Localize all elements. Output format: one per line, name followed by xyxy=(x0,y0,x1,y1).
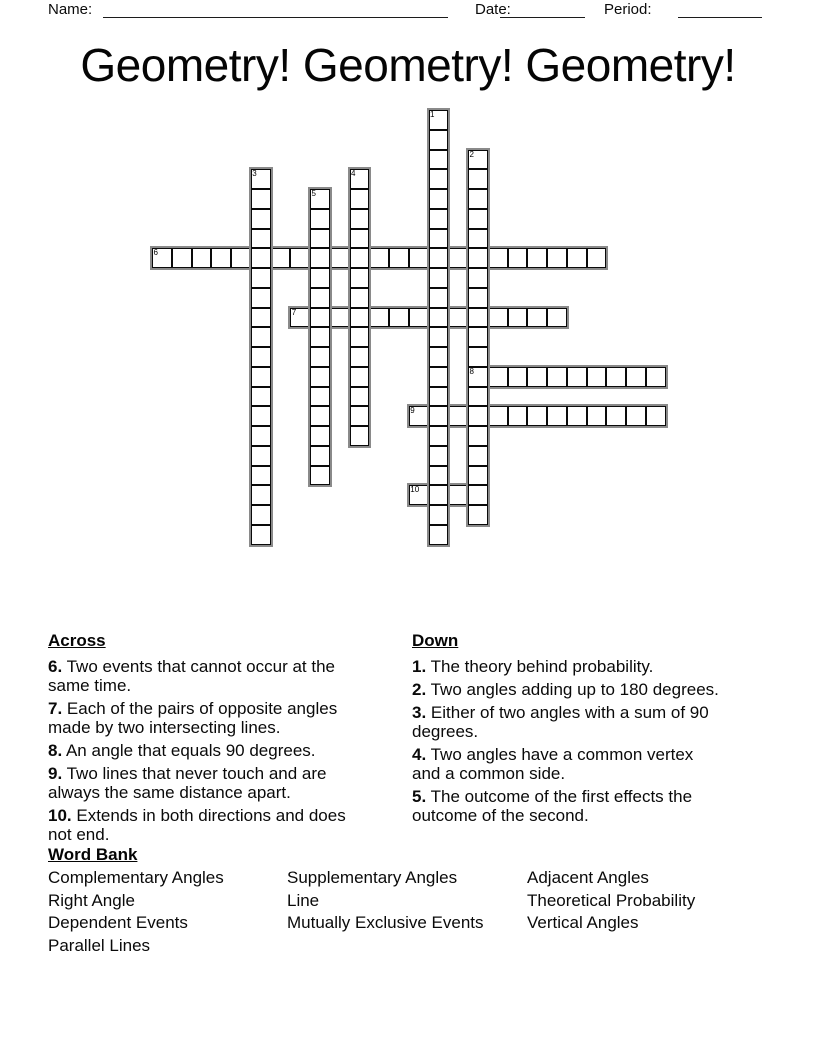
crossword-cell xyxy=(468,387,488,407)
crossword-cell xyxy=(468,426,488,446)
crossword-cell xyxy=(429,130,449,150)
crossword-cell xyxy=(350,209,370,229)
clue-number: 2. xyxy=(412,680,427,699)
grid-number-9: 9 xyxy=(410,406,415,416)
clue-number: 5. xyxy=(412,787,427,806)
crossword-cell xyxy=(508,308,528,328)
crossword-cell xyxy=(626,367,646,387)
crossword-cell xyxy=(251,288,271,308)
crossword-cell xyxy=(251,525,271,545)
word-bank-column-3 xyxy=(527,867,695,935)
crossword-cell xyxy=(369,248,389,268)
crossword-word-1-down xyxy=(427,108,451,547)
crossword-cell xyxy=(468,189,488,209)
crossword-cell xyxy=(310,406,330,426)
across-heading: Across xyxy=(48,631,106,650)
crossword-cell xyxy=(350,229,370,249)
crossword-cell xyxy=(468,327,488,347)
word-bank-item: Parallel Lines xyxy=(48,935,151,955)
crossword-cell xyxy=(606,367,626,387)
clue-5-down: 5. The outcome of the first effects the outcome of the second. xyxy=(412,787,693,825)
crossword-cell xyxy=(369,308,389,328)
across-section xyxy=(48,631,400,848)
crossword-word-6-across xyxy=(150,246,608,270)
crossword-cell xyxy=(271,248,291,268)
crossword-cell xyxy=(488,308,508,328)
crossword-cell xyxy=(547,308,567,328)
crossword-cell xyxy=(468,466,488,486)
crossword-cell xyxy=(527,406,547,426)
crossword-cell xyxy=(251,505,271,525)
crossword-cell xyxy=(211,248,231,268)
crossword-cell xyxy=(310,466,330,486)
clue-number: 4. xyxy=(412,745,427,764)
crossword-cell xyxy=(508,367,528,387)
crossword-cell xyxy=(429,209,449,229)
crossword-cell xyxy=(350,406,370,426)
crossword-cell xyxy=(527,367,547,387)
crossword-cell xyxy=(350,248,370,268)
clue-number: 10. xyxy=(48,806,72,825)
crossword-cell xyxy=(251,308,271,328)
crossword-cell xyxy=(429,525,449,545)
crossword-cell xyxy=(350,327,370,347)
clue-9-across: 9. Two lines that never touch and are always the same distance apart. xyxy=(48,764,327,802)
crossword-cell xyxy=(468,446,488,466)
crossword-cell xyxy=(567,367,587,387)
crossword-cell xyxy=(350,367,370,387)
crossword-cell xyxy=(310,347,330,367)
crossword-cell xyxy=(429,387,449,407)
crossword-cell xyxy=(251,446,271,466)
clue-number: 8. xyxy=(48,741,63,760)
word-bank-item: Adjacent Angles xyxy=(527,868,649,887)
crossword-word-5-down xyxy=(308,187,332,487)
crossword-cell xyxy=(350,288,370,308)
grid-number-1: 1 xyxy=(430,110,435,119)
crossword-cell xyxy=(468,169,488,189)
crossword-word-8-across xyxy=(466,365,668,389)
crossword-cell xyxy=(350,189,370,209)
crossword-cell xyxy=(429,308,449,328)
crossword-cell xyxy=(429,505,449,525)
clue-3-down: 3. Either of two angles with a sum of 90 degrees. xyxy=(412,703,709,741)
crossword-cell xyxy=(429,189,449,209)
clue-number: 1. xyxy=(412,657,427,676)
crossword-cell xyxy=(488,406,508,426)
crossword-cell xyxy=(567,248,587,268)
clue-6-across: 6. Two events that cannot occur at the same time. xyxy=(48,657,335,695)
crossword-cell xyxy=(508,248,528,268)
crossword-cell xyxy=(192,248,212,268)
crossword-cell xyxy=(429,485,449,505)
crossword-cell xyxy=(310,446,330,466)
crossword-cell xyxy=(646,406,666,426)
crossword-cell xyxy=(389,248,409,268)
crossword-cell xyxy=(350,268,370,288)
grid-number-5: 5 xyxy=(311,189,316,198)
crossword-cell xyxy=(310,387,330,407)
crossword-cell xyxy=(547,248,567,268)
clue-2-down: 2. Two angles adding up to 180 degrees. xyxy=(412,680,719,699)
grid-number-3: 3 xyxy=(252,169,257,179)
crossword-cell xyxy=(468,268,488,288)
grid-number-7: 7 xyxy=(291,307,297,317)
crossword-cell xyxy=(429,288,449,308)
crossword-cell xyxy=(251,406,271,426)
word-bank-item: Mutually Exclusive Events xyxy=(287,913,484,933)
clue-number: 7. xyxy=(48,699,63,718)
crossword-cell xyxy=(606,406,626,426)
crossword-cell xyxy=(310,367,330,387)
crossword-cell xyxy=(350,347,370,367)
crossword-cell xyxy=(429,466,449,486)
crossword-cell xyxy=(251,268,271,288)
crossword-cell xyxy=(310,248,330,268)
period-label: Period: xyxy=(604,1,652,18)
worksheet-title: Geometry! Geometry! Geometry! xyxy=(80,39,736,91)
word-bank-column-1 xyxy=(48,867,224,957)
crossword-cell xyxy=(172,248,192,268)
crossword-cell xyxy=(547,367,567,387)
crossword-cell xyxy=(310,288,330,308)
word-bank-heading: Word Bank xyxy=(48,845,138,864)
crossword-cell xyxy=(468,229,488,249)
crossword-cell xyxy=(468,209,488,229)
clue-1-down: 1. The theory behind probability. xyxy=(412,657,654,676)
crossword-cell xyxy=(468,485,488,505)
crossword-cell xyxy=(251,426,271,446)
crossword-cell xyxy=(468,406,488,426)
across-clue-list xyxy=(48,657,400,844)
clue-number: 3. xyxy=(412,703,427,722)
crossword-cell xyxy=(429,406,449,426)
crossword-cell xyxy=(251,466,271,486)
crossword-cell xyxy=(626,406,646,426)
crossword-word-2-down xyxy=(466,148,490,527)
grid-number-6: 6 xyxy=(153,248,158,258)
crossword-word-3-down xyxy=(249,167,273,546)
crossword-cell xyxy=(429,248,449,268)
crossword-cell xyxy=(350,387,370,407)
word-bank-column-2 xyxy=(287,867,484,935)
crossword-cell xyxy=(508,406,528,426)
crossword-cell xyxy=(468,288,488,308)
clue-number: 6. xyxy=(48,657,63,676)
crossword-cell xyxy=(587,406,607,426)
date-label: Date: xyxy=(475,1,511,18)
word-bank-item: Theoretical Probability xyxy=(527,890,696,910)
crossword-cell xyxy=(251,327,271,347)
crossword-word-4-down xyxy=(348,167,372,448)
grid-number-4: 4 xyxy=(351,169,356,179)
crossword-cell xyxy=(468,347,488,367)
crossword-cell xyxy=(310,229,330,249)
clue-4-down: 4. Two angles have a common vertex and a common side. xyxy=(412,745,694,783)
crossword-cell xyxy=(646,367,666,387)
crossword-cell xyxy=(527,248,547,268)
crossword-cell xyxy=(350,426,370,446)
word-bank-item: Dependent Events xyxy=(48,913,188,933)
down-section xyxy=(412,631,780,829)
crossword-cell xyxy=(429,327,449,347)
word-bank-item: Supplementary Angles xyxy=(287,868,458,887)
crossword-cell xyxy=(468,505,488,525)
clue-7-across: 7. Each of the pairs of opposite angles made by two intersecting lines. xyxy=(48,699,338,737)
crossword-cell xyxy=(429,446,449,466)
down-clue-list xyxy=(412,657,780,825)
crossword-cell xyxy=(587,367,607,387)
crossword-cell xyxy=(310,268,330,288)
crossword-cell xyxy=(429,367,449,387)
crossword-cell xyxy=(429,229,449,249)
name-label: Name: xyxy=(48,1,93,18)
crossword-cell xyxy=(527,308,547,328)
crossword-cell xyxy=(488,367,508,387)
crossword-cell xyxy=(310,426,330,446)
crossword-cell xyxy=(429,150,449,170)
crossword-cell xyxy=(547,406,567,426)
word-bank-item: Complementary Angles xyxy=(48,868,224,887)
down-heading: Down xyxy=(412,631,459,650)
crossword-cell xyxy=(429,347,449,367)
clue-number: 9. xyxy=(48,764,63,783)
word-bank-item: Vertical Angles xyxy=(527,913,639,933)
crossword-cell xyxy=(389,308,409,328)
crossword-cell xyxy=(251,367,271,387)
word-bank-item: Right Angle xyxy=(48,890,135,910)
crossword-cell xyxy=(310,308,330,328)
crossword-cell xyxy=(251,248,271,268)
crossword-cell xyxy=(251,189,271,209)
grid-number-8: 8 xyxy=(469,366,474,376)
crossword-cell xyxy=(567,406,587,426)
word-bank-item: Line xyxy=(287,890,320,910)
crossword-cell xyxy=(429,268,449,288)
crossword-cell xyxy=(251,209,271,229)
crossword-cell xyxy=(310,327,330,347)
grid-number-10: 10 xyxy=(410,485,420,495)
crossword-cell xyxy=(251,387,271,407)
crossword-cell xyxy=(310,209,330,229)
crossword-cell xyxy=(251,347,271,367)
crossword-cell xyxy=(251,229,271,249)
crossword-cell xyxy=(468,248,488,268)
crossword-cell xyxy=(429,426,449,446)
grid-number-2: 2 xyxy=(469,149,474,159)
crossword-cell xyxy=(468,308,488,328)
crossword-cell xyxy=(350,308,370,328)
clue-8-across: 8. An angle that equals 90 degrees. xyxy=(48,741,316,760)
crossword-cell xyxy=(251,485,271,505)
clue-10-across: 10. Extends in both directions and does not end. xyxy=(48,806,346,844)
crossword-cell xyxy=(587,248,607,268)
crossword-cell xyxy=(488,248,508,268)
crossword-cell xyxy=(429,169,449,189)
